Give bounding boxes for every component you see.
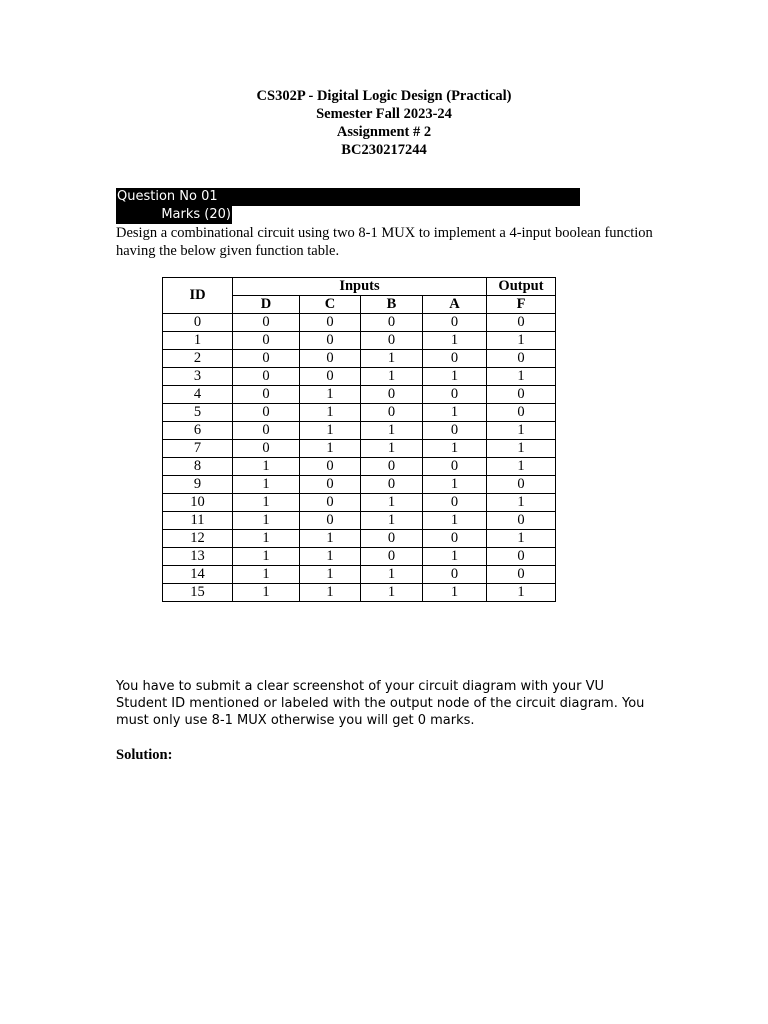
cell-b: 0 [361,314,423,332]
cell-f: 0 [487,548,556,566]
cell-d: 0 [233,332,300,350]
cell-f: 0 [487,350,556,368]
cell-d: 0 [233,350,300,368]
cell-id: 9 [163,476,233,494]
cell-d: 0 [233,314,300,332]
course-title: CS302P - Digital Logic Design (Practical) [256,88,512,104]
cell-f: 1 [487,494,556,512]
cell-id: 4 [163,386,233,404]
cell-a: 0 [423,458,487,476]
cell-c: 1 [300,386,361,404]
inputs-header: Inputs [233,278,487,296]
cell-id: 15 [163,584,233,602]
cell-a: 1 [423,584,487,602]
cell-a: 1 [423,368,487,386]
cell-b: 0 [361,530,423,548]
cell-d: 1 [233,530,300,548]
cell-a: 1 [423,512,487,530]
cell-f: 1 [487,440,556,458]
output-header: Output [487,278,556,296]
cell-f: 0 [487,404,556,422]
cell-d: 1 [233,512,300,530]
table-row [163,458,556,476]
cell-a: 0 [423,386,487,404]
function-table [162,277,556,602]
question-title: Question No 01 [117,189,218,204]
cell-c: 0 [300,332,361,350]
cell-f: 0 [487,386,556,404]
table-row [163,368,556,386]
column-header-b: B [361,296,423,314]
cell-a: 0 [423,566,487,584]
cell-id: 13 [163,548,233,566]
solution-label: Solution: [116,747,173,763]
column-header-f: F [487,296,556,314]
cell-a: 1 [423,548,487,566]
cell-c: 0 [300,350,361,368]
submission-note: You have to submit a clear screenshot of your circuit diagram with your VU Student ID mentioned or labeled with the output node of the circuit diagram. You must only use 8-1 MUX otherwise you will get 0 marks. [116,679,645,728]
cell-d: 0 [233,386,300,404]
cell-id: 6 [163,422,233,440]
cell-id: 2 [163,350,233,368]
assignment-label: Assignment # 2 [336,124,432,140]
column-header-c: C [300,296,361,314]
cell-d: 1 [233,584,300,602]
table-row [163,422,556,440]
cell-b: 1 [361,566,423,584]
cell-b: 0 [361,548,423,566]
question-description: Design a combinational circuit using two 8-1 MUX to implement a 4-input boolean function having the below given function table. [116,225,653,259]
table-row [163,548,556,566]
cell-d: 1 [233,566,300,584]
table-row [163,404,556,422]
table-row [163,584,556,602]
cell-c: 0 [300,476,361,494]
cell-id: 11 [163,512,233,530]
cell-f: 1 [487,458,556,476]
marks-label: Marks (20) [161,207,231,222]
column-header-a: A [423,296,487,314]
cell-f: 1 [487,332,556,350]
cell-f: 0 [487,512,556,530]
semester-label: Semester Fall 2023-24 [316,106,452,122]
table-row [163,440,556,458]
cell-b: 1 [361,512,423,530]
cell-c: 1 [300,548,361,566]
cell-f: 0 [487,314,556,332]
cell-c: 0 [300,368,361,386]
cell-a: 0 [423,422,487,440]
cell-c: 0 [300,314,361,332]
cell-b: 0 [361,386,423,404]
table-header-row [163,278,556,296]
cell-id: 10 [163,494,233,512]
cell-b: 0 [361,476,423,494]
cell-id: 3 [163,368,233,386]
cell-d: 0 [233,440,300,458]
cell-id: 0 [163,314,233,332]
table-body [163,314,556,602]
table-row [163,476,556,494]
cell-c: 1 [300,566,361,584]
cell-f: 0 [487,566,556,584]
cell-f: 1 [487,584,556,602]
cell-a: 0 [423,530,487,548]
table-row [163,566,556,584]
marks-bar [116,206,232,224]
cell-b: 1 [361,422,423,440]
cell-b: 0 [361,458,423,476]
cell-c: 1 [300,584,361,602]
cell-a: 1 [423,332,487,350]
cell-c: 0 [300,512,361,530]
cell-d: 1 [233,494,300,512]
cell-c: 0 [300,458,361,476]
table-row [163,494,556,512]
table-row [163,386,556,404]
table-row [163,512,556,530]
id-header: ID [163,278,233,314]
column-header-d: D [233,296,300,314]
cell-d: 0 [233,404,300,422]
cell-b: 1 [361,350,423,368]
cell-c: 1 [300,404,361,422]
cell-id: 5 [163,404,233,422]
cell-a: 1 [423,440,487,458]
cell-b: 1 [361,494,423,512]
student-id: BC230217244 [341,142,427,158]
document-header [0,87,768,159]
cell-b: 0 [361,404,423,422]
cell-a: 1 [423,404,487,422]
cell-id: 12 [163,530,233,548]
cell-d: 0 [233,422,300,440]
cell-d: 1 [233,548,300,566]
table-row [163,332,556,350]
table-row [163,350,556,368]
cell-b: 1 [361,584,423,602]
cell-d: 1 [233,476,300,494]
cell-b: 0 [361,332,423,350]
question-title-bar [116,188,580,206]
cell-b: 1 [361,440,423,458]
cell-c: 0 [300,494,361,512]
cell-c: 1 [300,440,361,458]
table-row [163,530,556,548]
cell-a: 1 [423,476,487,494]
cell-a: 0 [423,494,487,512]
cell-f: 1 [487,422,556,440]
cell-f: 1 [487,530,556,548]
cell-f: 0 [487,476,556,494]
cell-id: 1 [163,332,233,350]
cell-a: 0 [423,314,487,332]
table-row [163,314,556,332]
cell-c: 1 [300,530,361,548]
cell-a: 0 [423,350,487,368]
cell-c: 1 [300,422,361,440]
cell-id: 8 [163,458,233,476]
cell-id: 14 [163,566,233,584]
cell-d: 1 [233,458,300,476]
cell-id: 7 [163,440,233,458]
cell-d: 0 [233,368,300,386]
cell-b: 1 [361,368,423,386]
cell-f: 1 [487,368,556,386]
